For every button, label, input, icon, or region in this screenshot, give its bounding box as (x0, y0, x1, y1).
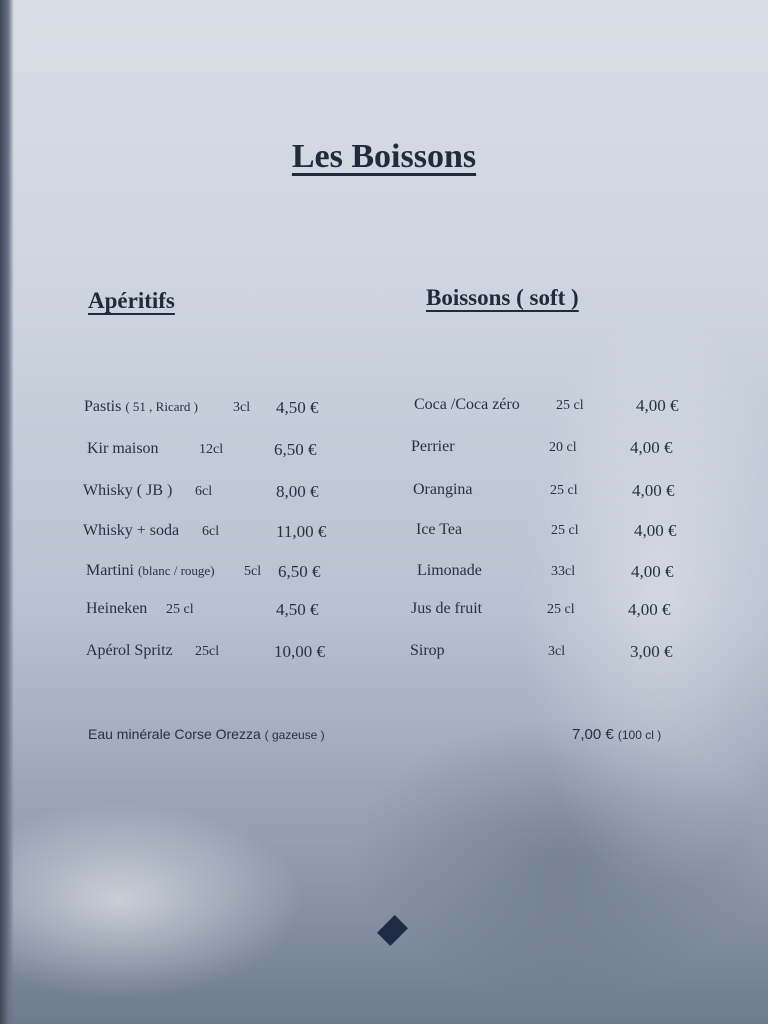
aperitif-volume: 6cl (195, 484, 213, 499)
soft-price: 4,00 € (628, 600, 671, 619)
aperitif-volume: 12cl (199, 442, 224, 457)
aperitif-volume: 3cl (233, 400, 251, 415)
aperitif-row (86, 642, 336, 664)
aperitif-name: Apérol Spritz (86, 642, 173, 659)
aperitif-price: 8,00 € (276, 482, 319, 501)
aperitif-name: Martini (blanc / rouge) (86, 562, 215, 579)
soft-volume: 20 cl (549, 440, 577, 455)
soft-price: 4,00 € (636, 396, 679, 415)
aperitif-price: 11,00 € (276, 522, 327, 541)
aperitif-volume: 6cl (202, 524, 220, 539)
aperitifs-heading: Apéritifs (88, 288, 175, 313)
soft-volume: 25 cl (550, 483, 578, 498)
water-price: 7,00 € (100 cl ) (572, 726, 662, 743)
page-title: Les Boissons (291, 138, 477, 175)
soft-name: Perrier (411, 438, 455, 455)
soft-name: Limonade (417, 562, 482, 579)
soft-name: Orangina (413, 481, 473, 498)
soft-price: 4,00 € (631, 562, 674, 581)
aperitif-name: Heineken (86, 600, 148, 617)
water-name: Eau minérale Corse Orezza ( gazeuse ) (88, 726, 325, 742)
soft-volume: 25 cl (556, 398, 584, 413)
aperitif-name: Whisky ( JB ) (83, 482, 173, 499)
aperitif-price: 6,50 € (278, 562, 321, 581)
soft-name: Jus de fruit (411, 600, 483, 617)
aperitif-row (87, 440, 337, 462)
soft-price: 4,00 € (632, 481, 675, 500)
aperitif-volume: 25 cl (166, 602, 194, 617)
aperitif-row (83, 522, 343, 544)
soft-row (416, 521, 696, 543)
soft-volume: 3cl (548, 644, 566, 659)
aperitif-volume: 5cl (244, 564, 262, 579)
soft-price: 4,00 € (634, 521, 677, 540)
soft-row (414, 396, 694, 418)
aperitif-row (86, 562, 336, 584)
aperitif-price: 4,50 € (276, 600, 319, 619)
soft-name: Ice Tea (416, 521, 463, 538)
soft-row (411, 438, 691, 460)
aperitif-row (83, 482, 333, 504)
soft-row (417, 562, 697, 584)
aperitif-name: Kir maison (87, 440, 159, 457)
soft-row (410, 642, 690, 664)
soft-name: Sirop (410, 642, 445, 659)
soft-volume: 33cl (551, 564, 576, 579)
aperitif-volume: 25cl (195, 644, 220, 659)
aperitif-row (86, 600, 336, 622)
soft-volume: 25 cl (547, 602, 575, 617)
soft-volume: 25 cl (551, 523, 579, 538)
aperitif-name: Pastis ( 51 , Ricard ) (84, 398, 198, 415)
softs-heading: Boissons ( soft ) (426, 285, 579, 310)
aperitif-price: 4,50 € (276, 398, 319, 417)
soft-price: 4,00 € (630, 438, 673, 457)
soft-row (411, 600, 691, 622)
aperitif-name: Whisky + soda (83, 522, 180, 539)
soft-price: 3,00 € (630, 642, 673, 661)
diamond-ornament-icon (377, 915, 408, 946)
soft-row (413, 481, 693, 503)
aperitif-price: 10,00 € (274, 642, 325, 661)
soft-name: Coca /Coca zéro (414, 396, 520, 413)
aperitif-price: 6,50 € (274, 440, 317, 459)
aperitif-row (84, 398, 334, 420)
